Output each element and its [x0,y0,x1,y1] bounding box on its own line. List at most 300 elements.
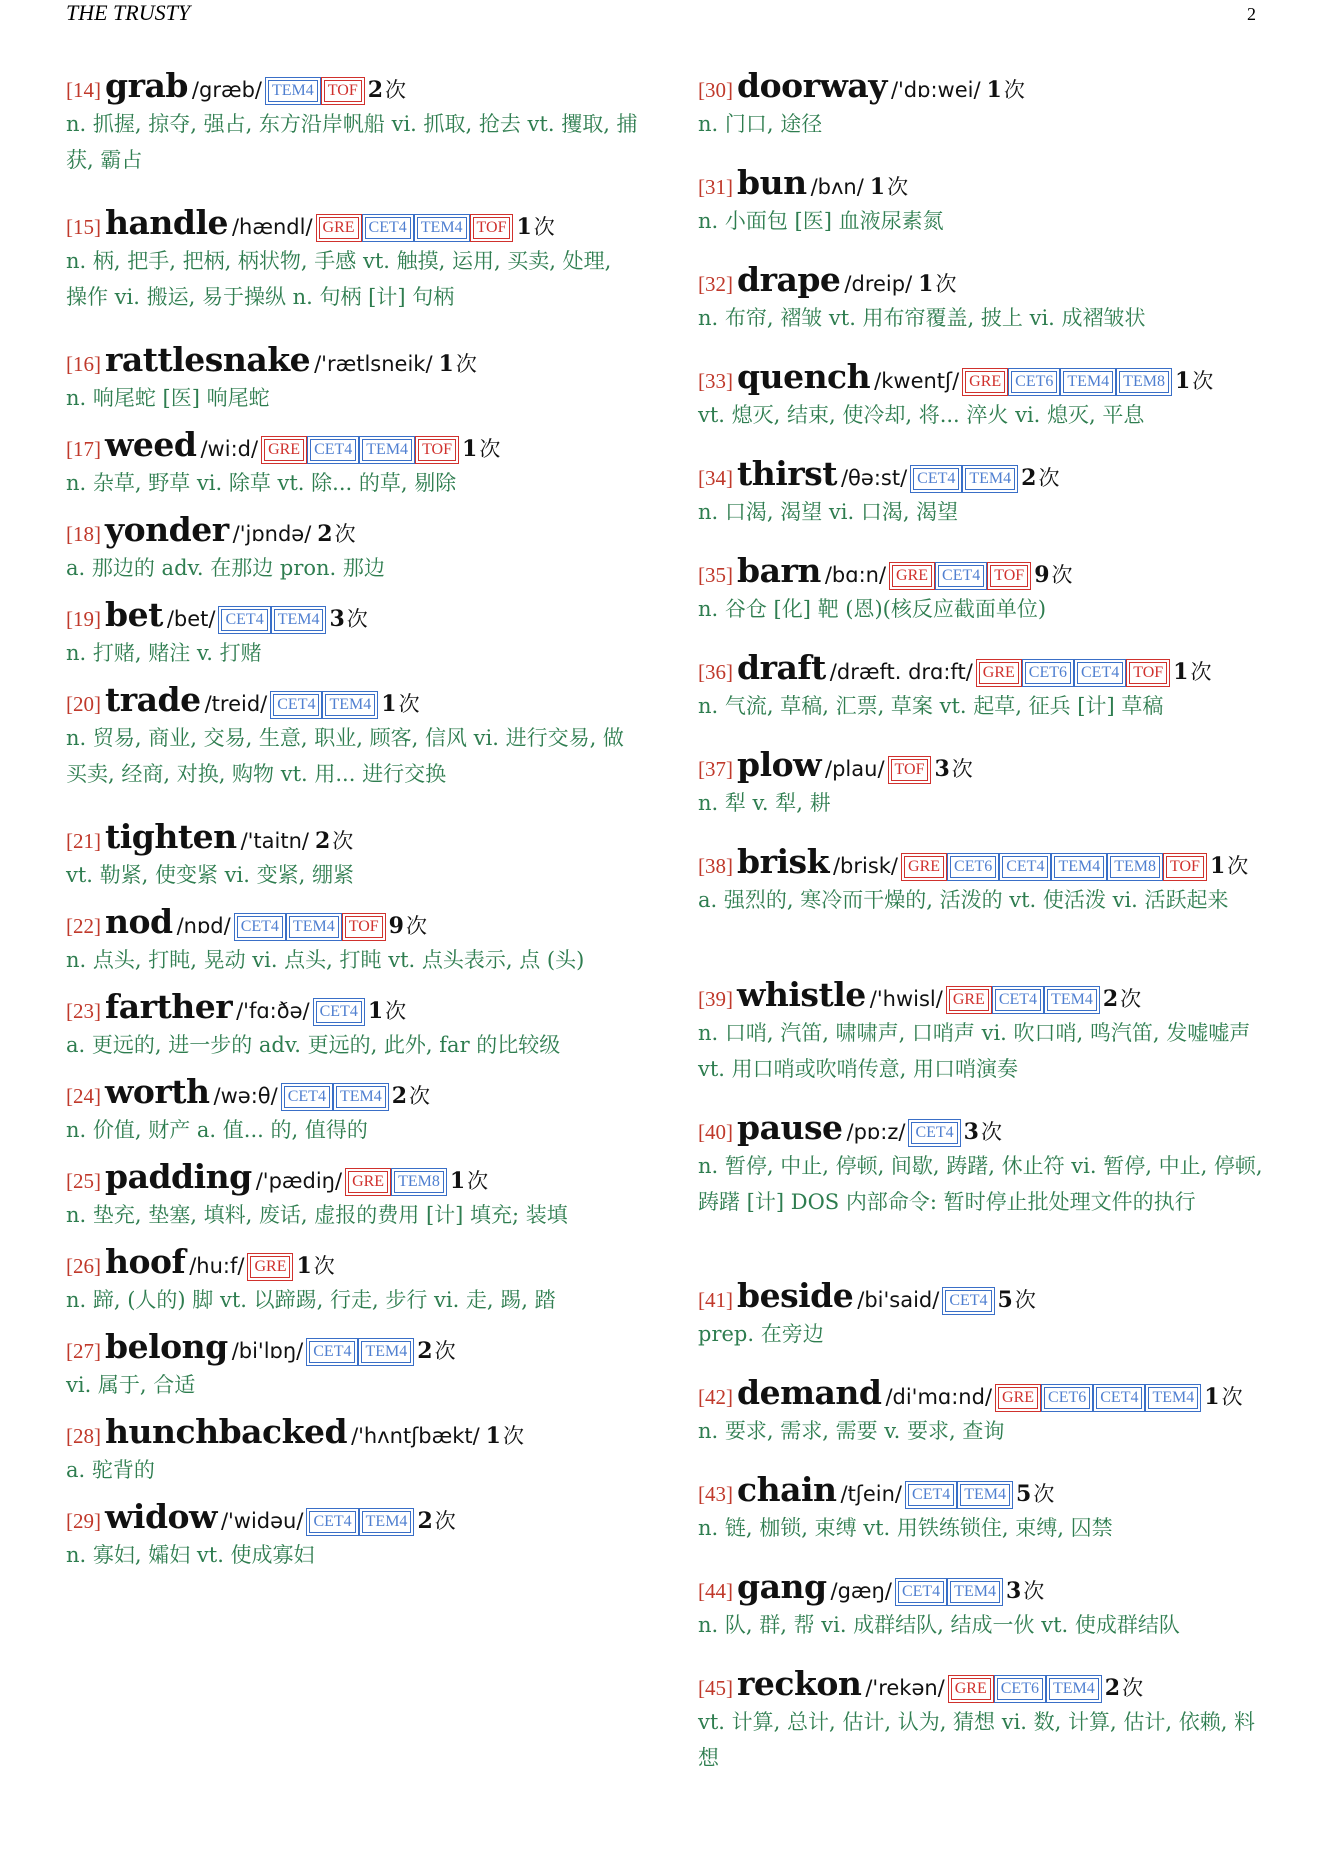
definition: n. 打赌, 赌注 v. 打赌 [66,641,262,665]
exam-tag: TEM4 [1063,371,1113,393]
times-label: 次 [1038,466,1060,490]
exam-tag: TEM4 [361,1341,411,1363]
entry-index: [24] [66,1084,101,1108]
headword: whistle [737,975,866,1014]
vocab-entry [66,1327,638,1412]
vocab-entry [698,1373,1270,1470]
times-label: 次 [346,607,368,631]
entry-index: [36] [698,660,733,684]
exam-tag: TEM4 [1047,989,1097,1011]
definition: n. 要求, 需求, 需要 v. 要求, 查询 [698,1419,1005,1443]
vocab-entry [698,975,1270,1108]
phonetic: /gæŋ/ [830,1579,892,1603]
exam-tag: TOF [324,80,362,102]
times-label: 次 [1003,78,1025,102]
exam-tag: TEM4 [362,1511,412,1533]
page-header [0,0,1322,34]
right-column [698,66,1270,1797]
entry-headword-line [66,817,638,857]
exam-tag: TEM4 [325,694,375,716]
entry-headword-line [66,680,638,720]
entry-index: [30] [698,78,733,102]
exam-tag: TEM4 [417,217,467,239]
phonetic: /bi'lɒŋ/ [231,1339,304,1363]
headword: belong [105,1327,228,1366]
exam-tag: GRE [319,217,359,239]
exam-tag: TEM4 [289,916,339,938]
left-column [66,66,638,1582]
vocab-entry [698,842,1270,975]
headword: trade [105,680,201,719]
vocab-entry [66,1497,638,1582]
times-label: 次 [332,829,354,853]
exam-tag: CET4 [316,1001,362,1023]
phonetic: /'taitn/ [240,829,309,853]
definition: n. 气流, 草稿, 汇票, 草案 vt. 起草, 征兵 [计] 草稿 [698,694,1164,718]
times-label: 次 [980,1120,1002,1144]
headword: reckon [737,1664,862,1703]
headword: hoof [105,1242,186,1281]
phonetic: /plau/ [825,757,885,781]
vocab-entry [66,425,638,510]
times-label: 次 [1033,1482,1055,1506]
entry-index: [40] [698,1120,733,1144]
entry-headword-line [698,1108,1270,1148]
phonetic: /treid/ [204,692,268,716]
definition: vt. 勒紧, 使变紧 vi. 变紧, 绷紧 [66,863,354,887]
entry-index: [20] [66,692,101,716]
definition: n. 门口, 途径 [698,112,823,136]
exam-tag: TEM4 [336,1086,386,1108]
times-label: 次 [1120,987,1142,1011]
occurrence-count: 3 [963,1119,979,1145]
headword: widow [105,1497,217,1536]
definition: a. 强烈的, 寒冷而干燥的, 活泼的 vt. 使活泼 vi. 活跃起来 [698,888,1229,912]
exam-tag: TOF [990,565,1028,587]
definition: n. 谷仓 [化] 靶 (恩)(核反应截面单位) [698,597,1047,621]
entry-index: [26] [66,1254,101,1278]
phonetic: /'hwisl/ [869,987,943,1011]
entry-headword-line [66,902,638,942]
entry-headword-line [66,1327,638,1367]
entry-index: [27] [66,1339,101,1363]
exam-tag: TEM4 [362,439,412,461]
entry-headword-line [66,66,638,106]
definition: vt. 计算, 总计, 估计, 认为, 猜想 vi. 数, 计算, 估计, 依赖, 料想 [698,1710,1256,1770]
exam-tag: CET4 [1096,1387,1142,1409]
occurrence-count: 1 [296,1253,312,1279]
vocab-entry [698,1567,1270,1664]
headword: quench [737,357,871,396]
exam-tag: CET4 [309,1341,355,1363]
exam-tag: CET4 [309,1511,355,1533]
entry-index: [33] [698,369,733,393]
exam-tag: CET4 [908,1484,954,1506]
headword: rattlesnake [105,340,311,379]
phonetic: /'hʌntʃbækt/ [351,1424,480,1448]
definition: n. 口渴, 渴望 vi. 口渴, 渴望 [698,500,959,524]
definition: n. 布帘, 褶皱 vt. 用布帘覆盖, 披上 vi. 成褶皱状 [698,306,1146,330]
entry-index: [44] [698,1579,733,1603]
headword: beside [737,1276,854,1315]
header-title: THE TRUSTY [66,0,191,25]
exam-tag: CET4 [1002,856,1048,878]
occurrence-count: 3 [1005,1578,1022,1604]
entry-index: [14] [66,78,101,102]
occurrence-count: 1 [1204,1384,1220,1410]
definition: n. 小面包 [医] 血液尿素氮 [698,209,944,233]
exam-tag: CET6 [950,856,996,878]
times-label: 次 [1221,1385,1243,1409]
times-label: 次 [385,999,407,1023]
vocab-entry [66,203,638,340]
exam-tag: TEM8 [1110,856,1160,878]
exam-tag: CET4 [221,609,267,631]
times-label: 次 [313,1254,335,1278]
definition: n. 暂停, 中止, 停顿, 间歇, 踌躇, 休止符 vi. 暂停, 中止, 停顿, 踌躇 [计] DOS 内部命令: 暂时停止批处理文件的执行 [698,1154,1263,1214]
exam-tag: GRE [998,1387,1038,1409]
entry-index: [28] [66,1424,101,1448]
headword: padding [105,1157,252,1196]
vocab-entry [66,1242,638,1327]
occurrence-count: 2 [417,1338,433,1364]
vocab-entry [66,340,638,425]
occurrence-count: 1 [381,691,397,717]
exam-tag: CET6 [997,1678,1043,1700]
vocab-entry [66,66,638,203]
entry-headword-line [698,1470,1270,1510]
headword: farther [105,987,233,1026]
times-label: 次 [434,1339,456,1363]
exam-tag: GRE [951,1678,991,1700]
occurrence-count: 1 [1174,368,1191,394]
entry-headword-line [66,1157,638,1197]
times-label: 次 [434,1509,456,1533]
headword: bun [737,163,807,202]
exam-tag: GRE [979,662,1019,684]
vocab-entry [66,1157,638,1242]
times-label: 次 [1227,854,1249,878]
headword: chain [737,1470,837,1509]
exam-tag: CET4 [995,989,1041,1011]
phonetic: /wə:θ/ [213,1084,278,1108]
entry-index: [15] [66,215,101,239]
vocab-entry [66,1072,638,1157]
headword: thirst [737,454,837,493]
vocab-entry [66,817,638,902]
entry-index: [45] [698,1676,733,1700]
times-label: 次 [385,78,407,102]
entry-index: [38] [698,854,733,878]
headword: doorway [737,66,887,105]
phonetic: /kwentʃ/ [874,369,960,393]
entry-headword-line [66,987,638,1027]
entry-headword-line [698,1567,1270,1607]
exam-tag: TEM8 [1119,371,1169,393]
definition: n. 响尾蛇 [医] 响尾蛇 [66,386,270,410]
entry-headword-line [698,842,1270,882]
headword: nod [105,902,173,941]
phonetic: /dreip/ [844,272,913,296]
vocab-entry [698,1276,1270,1373]
vocab-entry [66,987,638,1072]
exam-tag: GRE [892,565,932,587]
occurrence-count: 1 [869,174,886,200]
entry-headword-line [66,595,638,635]
occurrence-count: 2 [1102,986,1119,1012]
exam-tag: CET6 [1025,662,1071,684]
occurrence-count: 3 [329,606,345,632]
occurrence-count: 2 [417,1508,433,1534]
entry-headword-line [698,648,1270,688]
entry-index: [35] [698,563,733,587]
exam-tag: TOF [1166,856,1204,878]
entry-headword-line [66,340,638,380]
occurrence-count: 2 [391,1083,408,1109]
exam-tag: TEM4 [1148,1387,1198,1409]
phonetic: /hu:f/ [189,1254,245,1278]
occurrence-count: 2 [1021,465,1037,491]
vocab-entry [698,357,1270,454]
entry-headword-line [698,163,1270,203]
headword: plow [737,745,822,784]
entry-index: [34] [698,466,733,490]
phonetic: /wi:d/ [200,437,259,461]
headword: pause [737,1108,843,1147]
headword: yonder [105,510,229,549]
times-label: 次 [1051,563,1073,587]
phonetic: /hændl/ [231,215,313,239]
headword: worth [105,1072,210,1111]
phonetic: /bʌn/ [810,175,864,199]
entry-index: [17] [66,437,101,461]
exam-tag: TEM4 [268,80,318,102]
phonetic: /θə:st/ [840,466,908,490]
vocab-entry [698,648,1270,745]
exam-tag: TEM4 [950,1581,1000,1603]
exam-tag: CET4 [913,468,959,490]
definition: a. 更远的, 进一步的 adv. 更远的, 此外, far 的比较级 [66,1033,561,1057]
exam-tag: CET4 [310,439,356,461]
entry-index: [18] [66,522,101,546]
exam-tag: TEM4 [965,468,1015,490]
phonetic: /'rætlsneik/ [314,352,433,376]
entry-index: [41] [698,1288,733,1312]
exam-tag: TOF [1129,662,1167,684]
vocab-entry [698,1664,1270,1797]
exam-tag: TEM4 [960,1484,1010,1506]
definition: n. 蹄, (人的) 脚 vt. 以蹄踢, 行走, 步行 vi. 走, 踢, 踏 [66,1288,556,1312]
entry-headword-line [698,66,1270,106]
occurrence-count: 1 [438,351,454,377]
vocab-entry [66,902,638,987]
entry-headword-line [698,1373,1270,1413]
phonetic: /pɒ:z/ [846,1120,906,1144]
entry-index: [21] [66,829,101,853]
definition: n. 垫充, 垫塞, 填料, 废话, 虚报的费用 [计] 填充; 装填 [66,1203,568,1227]
entry-headword-line [698,551,1270,591]
times-label: 次 [887,175,909,199]
times-label: 次 [409,1084,431,1108]
entry-index: [16] [66,352,101,376]
exam-tag: GRE [264,439,304,461]
times-label: 次 [1190,660,1212,684]
exam-tag: TEM4 [1054,856,1104,878]
exam-tag: TOF [345,916,383,938]
exam-tag: GRE [250,1256,290,1278]
headword: tighten [105,817,237,856]
exam-tag: TEM8 [394,1171,444,1193]
times-label: 次 [334,522,356,546]
phonetic: /bet/ [166,607,216,631]
exam-tag: TEM4 [274,609,324,631]
exam-tag: TOF [891,759,929,781]
exam-tag: CET4 [273,694,319,716]
phonetic: /bɑ:n/ [824,563,887,587]
phonetic: /dræft. drɑ:ft/ [829,660,973,684]
headword: handle [105,203,228,242]
times-label: 次 [405,914,427,938]
headword: gang [737,1567,827,1606]
times-label: 次 [1192,369,1214,393]
phonetic: /tʃein/ [840,1482,903,1506]
vocab-entry [698,66,1270,163]
headword: bet [105,595,163,634]
entry-index: [19] [66,607,101,631]
definition: n. 贸易, 商业, 交易, 生意, 职业, 顾客, 信风 vi. 进行交易, 做买卖, 经商, 对换, 购物 vt. 用... 进行交换 [66,726,624,786]
vocab-entry [66,595,638,680]
headword: weed [105,425,197,464]
exam-tag: TOF [473,217,511,239]
vocab-entry [698,745,1270,842]
times-label: 次 [467,1169,489,1193]
occurrence-count: 1 [516,214,532,240]
headword: demand [737,1373,882,1412]
phonetic: /'pædiŋ/ [255,1169,343,1193]
entry-index: [43] [698,1482,733,1506]
vocab-entry [698,551,1270,648]
entry-headword-line [66,1412,638,1452]
exam-tag: GRE [965,371,1005,393]
occurrence-count: 1 [449,1168,466,1194]
phonetic: /di'mɑ:nd/ [885,1385,993,1409]
entry-headword-line [698,357,1270,397]
exam-tag: CET4 [911,1122,957,1144]
occurrence-count: 2 [367,77,384,103]
entry-index: [42] [698,1385,733,1409]
definition: vt. 熄灭, 结束, 使冷却, 将... 淬火 vi. 熄灭, 平息 [698,403,1145,427]
definition: a. 那边的 adv. 在那边 pron. 那边 [66,556,385,580]
exam-tag: TEM4 [1049,1678,1099,1700]
definition: n. 队, 群, 帮 vi. 成群结队, 结成一伙 vt. 使成群结队 [698,1613,1180,1637]
entry-index: [23] [66,999,101,1023]
vocab-entry [66,1412,638,1497]
occurrence-count: 1 [485,1423,501,1449]
occurrence-count: 2 [317,521,333,547]
occurrence-count: 9 [1034,562,1050,588]
entry-headword-line [698,260,1270,300]
times-label: 次 [1122,1676,1144,1700]
headword: brisk [737,842,829,881]
entry-headword-line [66,1497,638,1537]
entry-index: [39] [698,987,733,1011]
phonetic: /græb/ [191,78,262,102]
occurrence-count: 1 [1173,659,1189,685]
entry-headword-line [66,1072,638,1112]
phonetic: /bi'said/ [857,1288,940,1312]
exam-tag: CET4 [945,1290,991,1312]
vocab-entry [698,454,1270,551]
definition: n. 口哨, 汽笛, 啸啸声, 口哨声 vi. 吹口哨, 鸣汽笛, 发嘘嘘声 vt. 用口哨或吹哨传意, 用口哨演奏 [698,1021,1251,1081]
times-label: 次 [455,352,477,376]
headword: hunchbacked [105,1412,348,1451]
entry-headword-line [66,425,638,465]
occurrence-count: 9 [388,913,404,939]
exam-tag: CET6 [1011,371,1057,393]
entry-index: [32] [698,272,733,296]
definition: n. 价值, 财产 a. 值... 的, 值得的 [66,1118,368,1142]
headword: grab [105,66,188,105]
occurrence-count: 5 [997,1287,1013,1313]
headword: drape [737,260,841,299]
entry-index: [22] [66,914,101,938]
times-label: 次 [398,692,420,716]
definition: vi. 属于, 合适 [66,1373,196,1397]
headword: draft [737,648,826,687]
occurrence-count: 1 [367,998,384,1024]
entry-index: [25] [66,1169,101,1193]
definition: n. 犁 v. 犁, 耕 [698,791,831,815]
phonetic: /brisk/ [832,854,899,878]
definition: n. 点头, 打盹, 晃动 vi. 点头, 打盹 vt. 点头表示, 点 (头) [66,948,585,972]
definition: n. 杂草, 野草 vi. 除草 vt. 除... 的草, 剔除 [66,471,457,495]
entry-headword-line [698,1276,1270,1316]
exam-tag: CET4 [938,565,984,587]
exam-tag: GRE [949,989,989,1011]
entry-headword-line [66,203,638,243]
occurrence-count: 5 [1016,1481,1032,1507]
times-label: 次 [951,757,973,781]
entry-index: [29] [66,1509,101,1533]
phonetic: /nɒd/ [176,914,231,938]
occurrence-count: 1 [918,271,934,297]
exam-tag: CET4 [365,217,411,239]
vocab-entry [66,510,638,595]
exam-tag: CET4 [237,916,283,938]
exam-tag: CET4 [284,1086,330,1108]
occurrence-count: 3 [934,756,950,782]
page-number: 2 [1247,4,1256,24]
phonetic: /'rekən/ [865,1676,945,1700]
definition: n. 链, 枷锁, 束缚 vt. 用铁练锁住, 束缚, 囚禁 [698,1516,1113,1540]
exam-tag: GRE [348,1171,388,1193]
entry-index: [37] [698,757,733,781]
phonetic: /'fɑ:ðə/ [236,999,310,1023]
definition: n. 抓握, 掠夺, 强占, 东方沿岸帆船 vi. 抓取, 抢去 vt. 攫取, 捕获, 霸占 [66,112,638,172]
entry-index: [31] [698,175,733,199]
occurrence-count: 2 [314,828,331,854]
times-label: 次 [533,215,555,239]
definition: prep. 在旁边 [698,1322,824,1346]
headword: barn [737,551,821,590]
phonetic: /'widəu/ [220,1509,304,1533]
entry-headword-line [66,510,638,550]
times-label: 次 [1014,1288,1036,1312]
exam-tag: CET6 [1044,1387,1090,1409]
entry-headword-line [66,1242,638,1282]
definition: a. 驼背的 [66,1458,155,1482]
exam-tag: CET4 [898,1581,944,1603]
